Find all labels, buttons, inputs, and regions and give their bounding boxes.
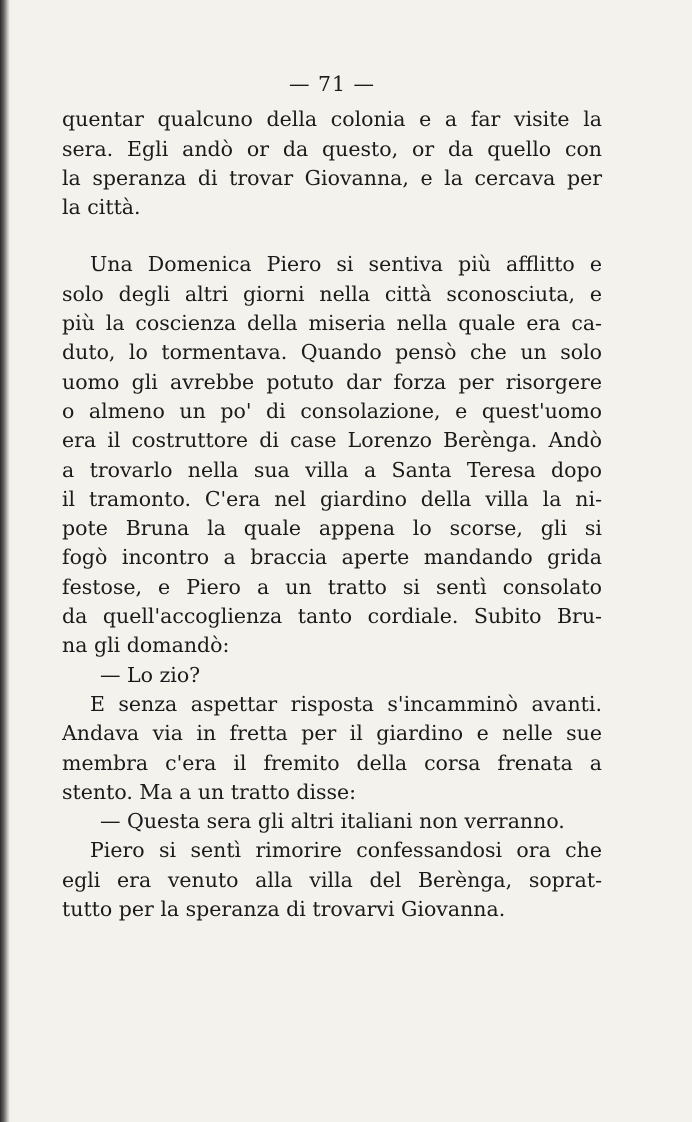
text-line: o almeno un po' di consolazione, e quest'uomo bbox=[62, 398, 602, 423]
paragraph-4 bbox=[62, 836, 602, 924]
text-line: quentar qualcuno della colonia e a far visite la bbox=[62, 107, 602, 132]
text-line: la città. bbox=[62, 195, 141, 220]
dialogue-line: — Questa sera gli altri italiani non verranno. bbox=[100, 809, 565, 834]
page-text bbox=[62, 70, 602, 924]
text-line: il tramonto. C'era nel giardino della villa la ni- bbox=[62, 486, 602, 511]
text-line: Piero si sentì rimorire confessandosi ora che bbox=[90, 838, 602, 863]
text-line: a trovarlo nella sua villa a Santa Teresa dopo bbox=[62, 457, 602, 482]
text-line: E senza aspettar risposta s'incamminò avanti. bbox=[90, 691, 602, 716]
text-line: fogò incontro a braccia aperte mandando grida bbox=[62, 545, 602, 570]
text-line: era il costruttore di case Lorenzo Berènga. Andò bbox=[62, 428, 602, 453]
text-line: più la coscienza della miseria nella quale era ca- bbox=[62, 311, 602, 336]
text-line: la speranza di trovar Giovanna, e la cercava per bbox=[62, 165, 602, 190]
text-line: tutto per la speranza di trovarvi Giovanna. bbox=[62, 897, 506, 922]
text-line: egli era venuto alla villa del Berènga, soprat- bbox=[62, 867, 602, 892]
text-line: stento. Ma a un tratto disse: bbox=[62, 779, 357, 804]
page-number: — 71 — bbox=[288, 72, 376, 96]
text-line: sera. Egli andò or da questo, or da quello con bbox=[62, 136, 602, 161]
text-line: uomo gli avrebbe potuto dar forza per risorgere bbox=[62, 369, 602, 394]
paragraph-3 bbox=[62, 690, 602, 807]
paragraph-1 bbox=[62, 105, 602, 222]
dialogue-line: — Lo zio? bbox=[100, 662, 201, 687]
text-line: membra c'era il fremito della corsa frenata a bbox=[62, 750, 602, 775]
text-line: festose, e Piero a un tratto si sentì consolato bbox=[62, 574, 602, 599]
text-line: na gli domandò: bbox=[62, 633, 230, 658]
text-line: pote Bruna la quale appena lo scorse, gli si bbox=[62, 516, 602, 541]
text-line: duto, lo tormentava. Quando pensò che un solo bbox=[62, 340, 602, 365]
text-line: Una Domenica Piero si sentiva più afflitto e bbox=[90, 252, 602, 277]
text-line: da quell'accoglienza tanto cordiale. Subito Bru- bbox=[62, 604, 602, 629]
text-line: Andava via in fretta per il giardino e nelle sue bbox=[62, 721, 602, 746]
paragraph-2 bbox=[62, 250, 602, 660]
paragraph-gap bbox=[62, 222, 602, 250]
page-spine-shadow bbox=[0, 0, 10, 1122]
text-line: solo degli altri giorni nella città sconosciuta, e bbox=[62, 281, 602, 306]
